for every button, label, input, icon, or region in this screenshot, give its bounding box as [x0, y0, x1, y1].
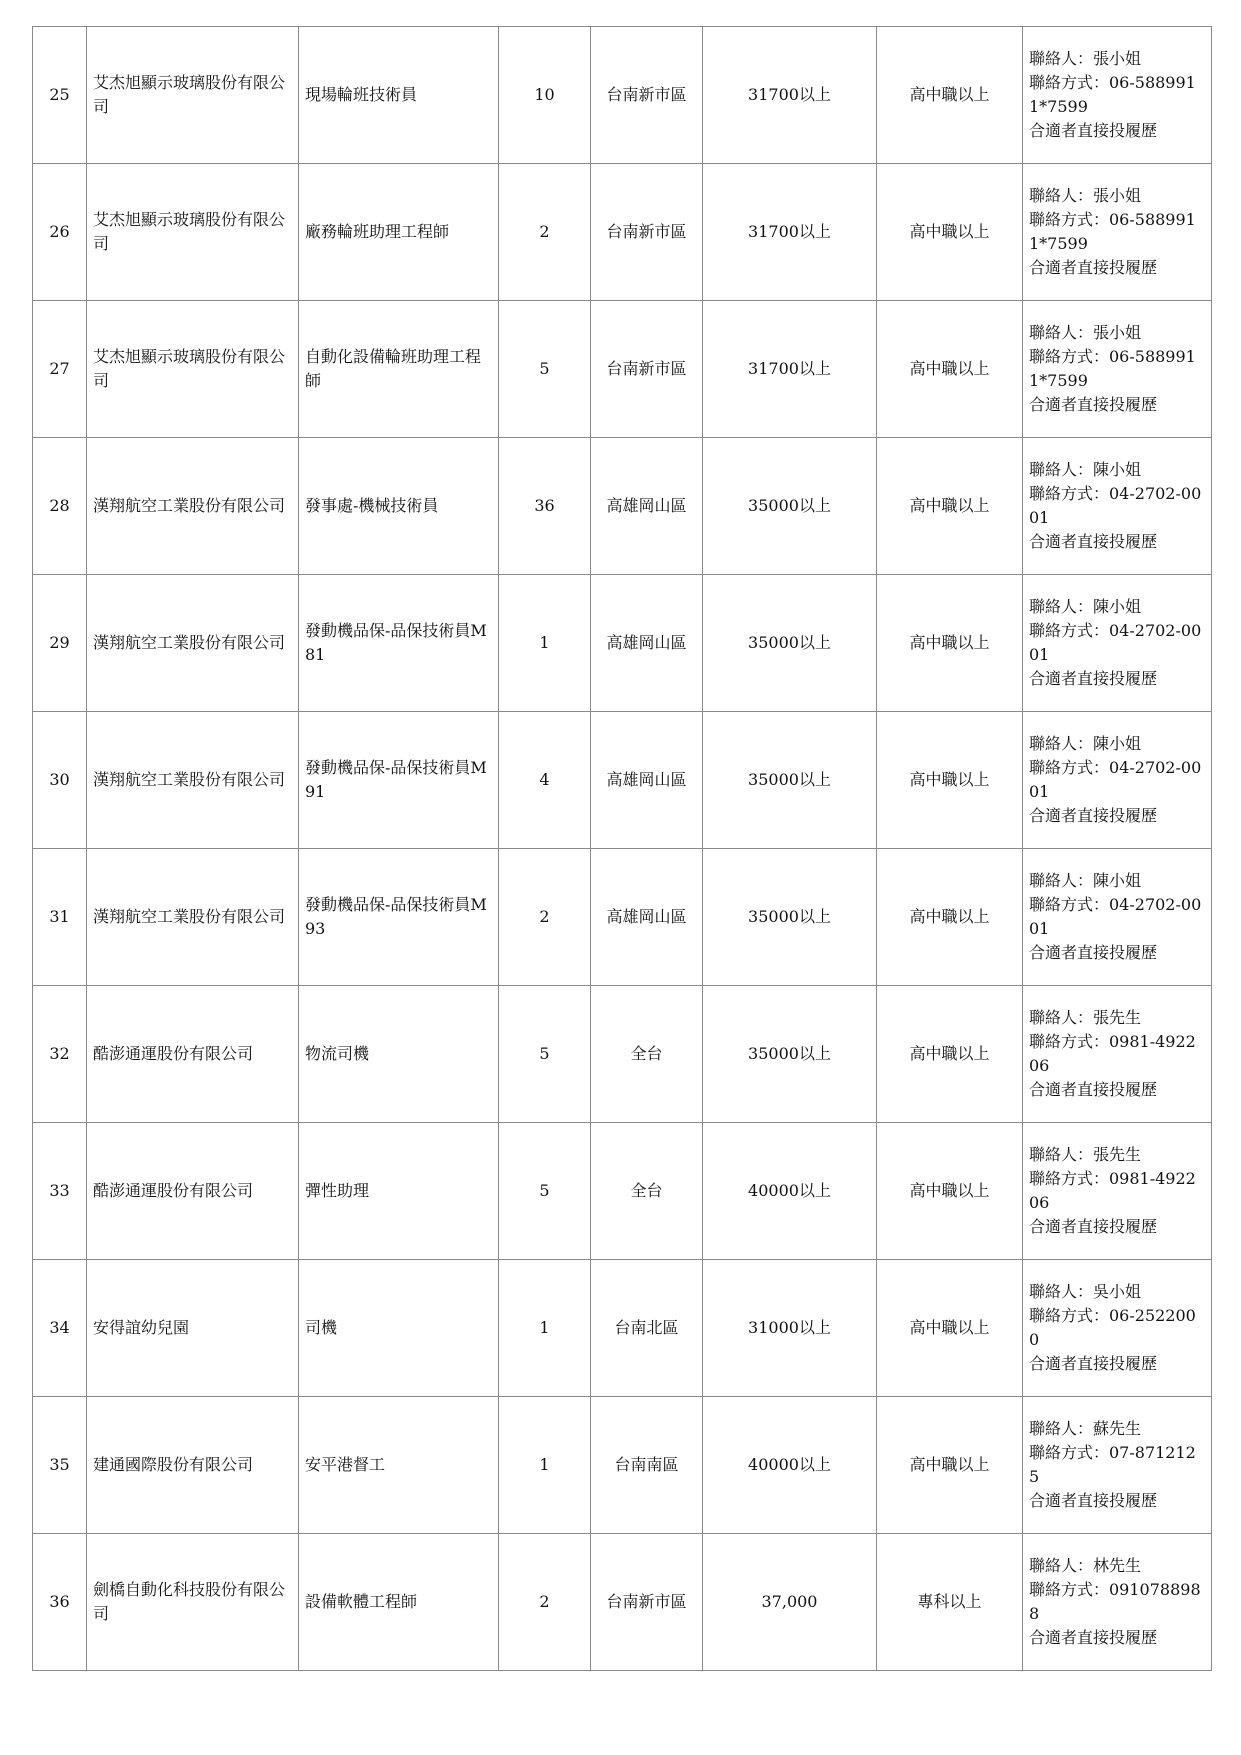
work-location: 台南南區 [591, 1397, 703, 1534]
education-requirement: 高中職以上 [877, 712, 1023, 849]
job-title: 現場輪班技術員 [299, 27, 499, 164]
job-title: 自動化設備輪班助理工程師 [299, 301, 499, 438]
contact-line: 聯絡人：張小姐 [1029, 49, 1142, 68]
salary: 31700以上 [703, 164, 877, 301]
contact-info [1023, 1397, 1212, 1534]
contact-line: 合適者直接投履歷 [1029, 1628, 1158, 1647]
contact-line: 聯絡人：吳小姐 [1029, 1282, 1142, 1301]
contact-line: 聯絡人：陳小姐 [1029, 460, 1142, 479]
row-number: 26 [33, 164, 87, 301]
contact-line: 聯絡方式：04-2702-0001 [1029, 758, 1202, 801]
contact-info [1023, 1534, 1212, 1671]
work-location: 台南新市區 [591, 27, 703, 164]
contact-info [1023, 301, 1212, 438]
salary: 31700以上 [703, 301, 877, 438]
contact-info [1023, 712, 1212, 849]
opening-count: 2 [499, 1534, 591, 1671]
table-row [33, 1397, 1212, 1534]
row-number: 30 [33, 712, 87, 849]
contact-line: 聯絡方式：07-8712125 [1029, 1443, 1196, 1486]
job-title: 設備軟體工程師 [299, 1534, 499, 1671]
job-title: 物流司機 [299, 986, 499, 1123]
job-title: 發動機品保-品保技術員M91 [299, 712, 499, 849]
row-number: 27 [33, 301, 87, 438]
contact-info [1023, 575, 1212, 712]
salary: 35000以上 [703, 849, 877, 986]
contact-info [1023, 986, 1212, 1123]
education-requirement: 高中職以上 [877, 986, 1023, 1123]
education-requirement: 高中職以上 [877, 1260, 1023, 1397]
job-title: 發事處-機械技術員 [299, 438, 499, 575]
contact-line: 聯絡方式：04-2702-0001 [1029, 621, 1202, 664]
contact-line: 合適者直接投履歷 [1029, 258, 1158, 277]
contact-info [1023, 438, 1212, 575]
salary: 31000以上 [703, 1260, 877, 1397]
table-row [33, 849, 1212, 986]
opening-count: 5 [499, 301, 591, 438]
work-location: 台南新市區 [591, 301, 703, 438]
salary: 31700以上 [703, 27, 877, 164]
salary: 40000以上 [703, 1123, 877, 1260]
opening-count: 4 [499, 712, 591, 849]
work-location: 高雄岡山區 [591, 849, 703, 986]
row-number: 36 [33, 1534, 87, 1671]
job-title: 廠務輪班助理工程師 [299, 164, 499, 301]
table-row [33, 1123, 1212, 1260]
company-name: 艾杰旭顯示玻璃股份有限公司 [87, 164, 299, 301]
contact-line: 聯絡方式：06-5889911*7599 [1029, 210, 1196, 253]
contact-line: 聯絡方式：06-5889911*7599 [1029, 73, 1196, 116]
contact-line: 聯絡人：陳小姐 [1029, 597, 1142, 616]
work-location: 高雄岡山區 [591, 438, 703, 575]
work-location: 高雄岡山區 [591, 712, 703, 849]
contact-line: 聯絡方式：06-5889911*7599 [1029, 347, 1196, 390]
contact-line: 合適者直接投履歷 [1029, 121, 1158, 140]
row-number: 34 [33, 1260, 87, 1397]
row-number: 35 [33, 1397, 87, 1534]
contact-info [1023, 1260, 1212, 1397]
company-name: 漢翔航空工業股份有限公司 [87, 438, 299, 575]
table-row [33, 164, 1212, 301]
row-number: 29 [33, 575, 87, 712]
job-title: 發動機品保-品保技術員M93 [299, 849, 499, 986]
contact-line: 合適者直接投履歷 [1029, 669, 1158, 688]
contact-line: 聯絡方式：0910788988 [1029, 1580, 1201, 1623]
education-requirement: 高中職以上 [877, 849, 1023, 986]
company-name: 酷澎通運股份有限公司 [87, 986, 299, 1123]
contact-line: 合適者直接投履歷 [1029, 1354, 1158, 1373]
row-number: 31 [33, 849, 87, 986]
job-listings-body [33, 27, 1212, 1671]
contact-line: 聯絡方式：0981-492206 [1029, 1032, 1196, 1075]
contact-line: 聯絡人：張小姐 [1029, 186, 1142, 205]
table-row [33, 438, 1212, 575]
company-name: 漢翔航空工業股份有限公司 [87, 575, 299, 712]
work-location: 台南新市區 [591, 164, 703, 301]
education-requirement: 高中職以上 [877, 301, 1023, 438]
opening-count: 1 [499, 1260, 591, 1397]
company-name: 艾杰旭顯示玻璃股份有限公司 [87, 301, 299, 438]
contact-line: 合適者直接投履歷 [1029, 1217, 1158, 1236]
company-name: 漢翔航空工業股份有限公司 [87, 849, 299, 986]
salary: 40000以上 [703, 1397, 877, 1534]
education-requirement: 高中職以上 [877, 27, 1023, 164]
contact-line: 合適者直接投履歷 [1029, 806, 1158, 825]
work-location: 台南北區 [591, 1260, 703, 1397]
opening-count: 1 [499, 1397, 591, 1534]
company-name: 劍橋自動化科技股份有限公司 [87, 1534, 299, 1671]
table-row [33, 575, 1212, 712]
contact-line: 合適者直接投履歷 [1029, 532, 1158, 551]
job-title: 司機 [299, 1260, 499, 1397]
education-requirement: 高中職以上 [877, 1397, 1023, 1534]
contact-info [1023, 164, 1212, 301]
education-requirement: 高中職以上 [877, 164, 1023, 301]
table-row [33, 27, 1212, 164]
opening-count: 2 [499, 849, 591, 986]
opening-count: 36 [499, 438, 591, 575]
table-row [33, 986, 1212, 1123]
company-name: 建通國際股份有限公司 [87, 1397, 299, 1534]
row-number: 25 [33, 27, 87, 164]
contact-info [1023, 849, 1212, 986]
contact-line: 聯絡方式：04-2702-0001 [1029, 895, 1202, 938]
row-number: 33 [33, 1123, 87, 1260]
company-name: 漢翔航空工業股份有限公司 [87, 712, 299, 849]
contact-line: 合適者直接投履歷 [1029, 1080, 1158, 1099]
contact-line: 合適者直接投履歷 [1029, 395, 1158, 414]
job-title: 發動機品保-品保技術員M81 [299, 575, 499, 712]
work-location: 台南新市區 [591, 1534, 703, 1671]
row-number: 28 [33, 438, 87, 575]
education-requirement: 專科以上 [877, 1534, 1023, 1671]
contact-info [1023, 27, 1212, 164]
contact-line: 聯絡方式：0981-492206 [1029, 1169, 1196, 1212]
contact-line: 聯絡人：張先生 [1029, 1145, 1142, 1164]
table-row [33, 712, 1212, 849]
contact-line: 聯絡人：林先生 [1029, 1556, 1142, 1575]
salary: 35000以上 [703, 438, 877, 575]
company-name: 酷澎通運股份有限公司 [87, 1123, 299, 1260]
contact-line: 聯絡人：陳小姐 [1029, 734, 1142, 753]
job-title: 彈性助理 [299, 1123, 499, 1260]
table-row [33, 1260, 1212, 1397]
table-row [33, 301, 1212, 438]
table-row [33, 1534, 1212, 1671]
contact-line: 聯絡方式：04-2702-0001 [1029, 484, 1202, 527]
company-name: 安得誼幼兒園 [87, 1260, 299, 1397]
education-requirement: 高中職以上 [877, 438, 1023, 575]
contact-line: 聯絡人：張先生 [1029, 1008, 1142, 1027]
row-number: 32 [33, 986, 87, 1123]
contact-line: 合適者直接投履歷 [1029, 1491, 1158, 1510]
work-location: 全台 [591, 1123, 703, 1260]
work-location: 全台 [591, 986, 703, 1123]
contact-line: 聯絡人：張小姐 [1029, 323, 1142, 342]
salary: 37,000 [703, 1534, 877, 1671]
company-name: 艾杰旭顯示玻璃股份有限公司 [87, 27, 299, 164]
job-title: 安平港督工 [299, 1397, 499, 1534]
education-requirement: 高中職以上 [877, 575, 1023, 712]
salary: 35000以上 [703, 575, 877, 712]
opening-count: 10 [499, 27, 591, 164]
contact-line: 聯絡人：蘇先生 [1029, 1419, 1142, 1438]
contact-info [1023, 1123, 1212, 1260]
contact-line: 聯絡人：陳小姐 [1029, 871, 1142, 890]
salary: 35000以上 [703, 712, 877, 849]
contact-line: 聯絡方式：06-2522000 [1029, 1306, 1196, 1349]
opening-count: 1 [499, 575, 591, 712]
salary: 35000以上 [703, 986, 877, 1123]
education-requirement: 高中職以上 [877, 1123, 1023, 1260]
opening-count: 2 [499, 164, 591, 301]
opening-count: 5 [499, 986, 591, 1123]
opening-count: 5 [499, 1123, 591, 1260]
work-location: 高雄岡山區 [591, 575, 703, 712]
job-listings-table [32, 26, 1212, 1671]
contact-line: 合適者直接投履歷 [1029, 943, 1158, 962]
